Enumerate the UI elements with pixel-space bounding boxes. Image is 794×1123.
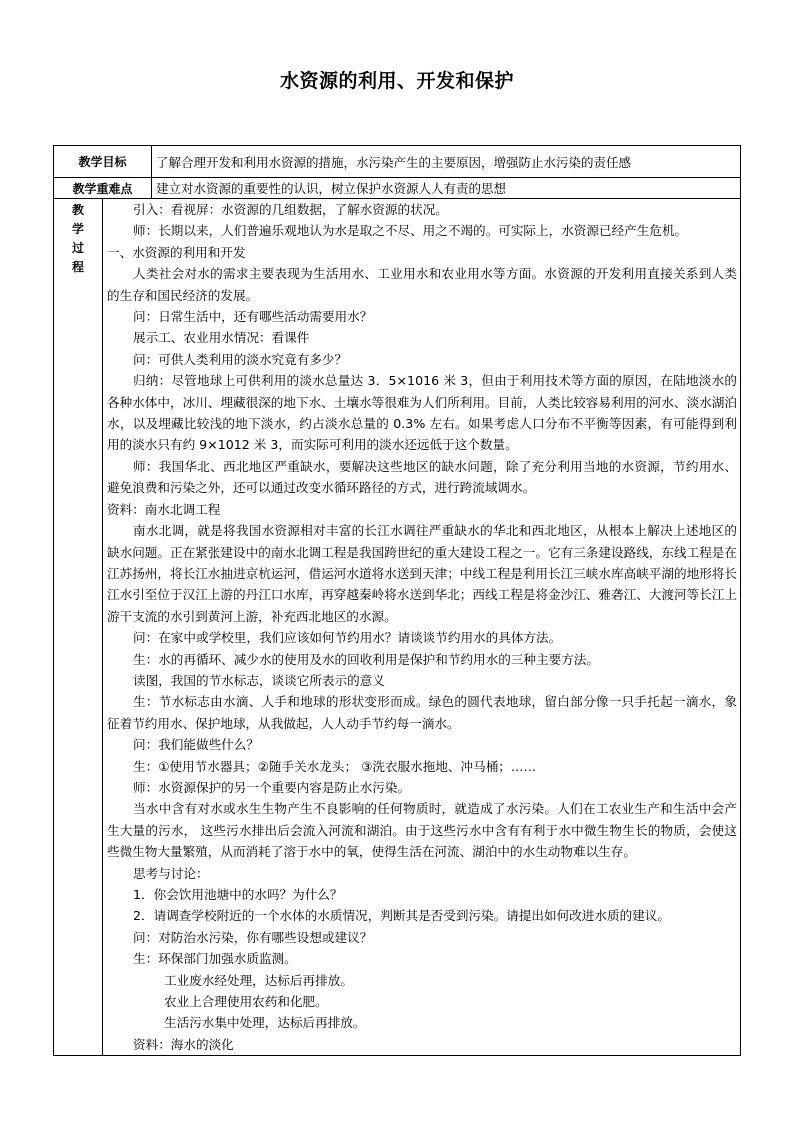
table-row-goal xyxy=(54,146,741,178)
process-paragraphs xyxy=(107,199,737,1055)
process-paragraph: 思考与讨论： xyxy=(133,865,209,881)
process-paragraph: 资料：南水北调工程 xyxy=(107,501,221,517)
table-row-key-points xyxy=(54,178,741,199)
table-row-process xyxy=(54,199,741,1056)
key-points-label: 教学重难点 xyxy=(54,178,152,199)
process-paragraph: 读图，我国的节水标志，谈谈它所表示的意义 xyxy=(133,672,385,688)
process-paragraph: 当水中含有对水或水生生物产生不良影响的任何物质时，就造成了水污染。人们在工农业生产和生活中会产生大量的污水， 这些污水排出后会流入河流和湖泊。由于这些污水中含有有利于水中微生物生长的物质，会使这些微生物大量繁殖，从而消耗了溶于水中的氧，使得生活在河流、湖泊中的水生动物难以生存。 xyxy=(107,801,737,860)
process-paragraph: 问：对防治水污染，你有哪些设想或建议？ xyxy=(133,929,373,945)
page-title: 水资源的利用、开发和保护 xyxy=(279,70,514,92)
process-paragraph: 农业上合理使用农药和化肥。 xyxy=(164,994,328,1010)
process-paragraph: 1．你会饮用池塘中的水吗？为什么？ xyxy=(133,887,343,902)
process-label xyxy=(54,201,102,277)
process-paragraph: 资料：海水的淡化 xyxy=(133,1036,234,1052)
process-paragraph: 问：在家中或学校里，我们应该如何节约用水？请谈谈节约用水的具体方法。 xyxy=(133,630,562,646)
process-paragraph: 师：我国华北、西北地区严重缺水，要解决这些地区的缺水问题，除了充分利用当地的水资源，节约用水、避免浪费和污染之外，还可以通过改变水循环路径的方式，进行跨流域调水。 xyxy=(107,458,737,496)
process-label-char: 教 xyxy=(71,203,84,217)
process-paragraph: 师：长期以来，人们普遍乐观地认为水是取之不尽、用之不竭的。可实际上，水资源已经产生危机。 xyxy=(133,223,688,239)
process-paragraph: 归纳：尽管地球上可供利用的淡水总量达 3．5×1016 米 3，但由于利用技术等方面的原因，在陆地淡水的各种水体中，冰川、埋藏很深的地下水、土壤水等很难为人们所利用。目前，人类比较容易利用的河水、淡水湖泊水，以及埋藏比较浅的地下淡水，约占淡水总量的 0.3% 左右。如果考虑人口分布不平衡等因素，有可能得到利用的淡水只有约 9×1012 米 3，而实际可利用的淡水还远低于这个数量。 xyxy=(107,373,737,453)
process-paragraph: 2．请调查学校附近的一个水体的水质情况，判断其是否受到污染。请提出如何改进水质的建议。 xyxy=(133,908,670,924)
process-label-char: 过 xyxy=(71,241,84,255)
process-paragraph: 问：我们能做些什么？ xyxy=(133,737,259,753)
process-paragraph: 工业废水经处理，达标后再排放。 xyxy=(164,972,353,988)
process-paragraph: 南水北调，就是将我国水资源相对丰富的长江水调往严重缺水的华北和西北地区，从根本上解决上述地区的缺水问题。正在紧张建设中的南水北调工程是我国跨世纪的重大建设工程之一。它有三条建设路线，东线工程是在江苏扬州，将长江水抽进京杭运河，借运河水道将水送到天津；中线工程是利用长江三峡水库高峡平湖的地形将长江水引至位于汉江上游的丹江口水库，再穿越秦岭将水送到华北；西线工程是将金沙江、雅砻江、大渡河等长江上游干支流的水引到黄河上游，补充西北地区的水源。 xyxy=(107,523,737,624)
key-points-text: 建立对水资源的重要性的认识，树立保护水资源人人有责的思想 xyxy=(152,178,741,199)
goal-label: 教学目标 xyxy=(54,146,152,178)
process-paragraph: 问：日常生活中，还有哪些活动需要用水？ xyxy=(133,309,373,325)
process-paragraph: 生：环保部门加强水质监测。 xyxy=(133,951,297,967)
process-paragraph: 展示工、农业用水情况：看课件 xyxy=(133,330,310,346)
process-paragraph: 生活污水集中处理，达标后再排放。 xyxy=(164,1015,366,1031)
process-content xyxy=(103,199,741,1056)
process-paragraph: 生：①使用节水器具；②随手关水龙头； ③洗衣服水拖地、冲马桶；…… xyxy=(133,758,537,774)
process-paragraph: 引入：看视屏：水资源的几组数据，了解水资源的状况。 xyxy=(133,202,448,217)
process-paragraph: 生：节水标志由水滴、人手和地球的形状变形而成。绿色的圆代表地球，留白部分像一只手托起一滴水，象征着节约用水、保护地球，从我做起，人人动手节约每一滴水。 xyxy=(107,694,737,731)
process-paragraph: 师：水资源保护的另一个重要内容是防止水污染。 xyxy=(133,779,411,795)
process-paragraph: 问：可供人类利用的淡水究竟有多少？ xyxy=(133,351,348,367)
process-label-cell xyxy=(54,199,103,1056)
process-label-char: 学 xyxy=(71,222,84,236)
lesson-plan-table xyxy=(53,145,741,1056)
process-paragraph: 一、水资源的利用和开发 xyxy=(107,244,246,260)
process-label-char: 程 xyxy=(71,260,84,274)
process-paragraph: 生：水的再循环、减少水的使用及水的回收利用是保护和节约用水的三种主要方法。 xyxy=(133,651,599,667)
goal-text: 了解合理开发和利用水资源的措施，水污染产生的主要原因，增强防止水污染的责任感 xyxy=(152,146,741,178)
process-paragraph: 人类社会对水的需求主要表现为生活用水、工业用水和农业用水等方面。水资源的开发利用直接关系到人类的生存和国民经济的发展。 xyxy=(107,266,737,303)
